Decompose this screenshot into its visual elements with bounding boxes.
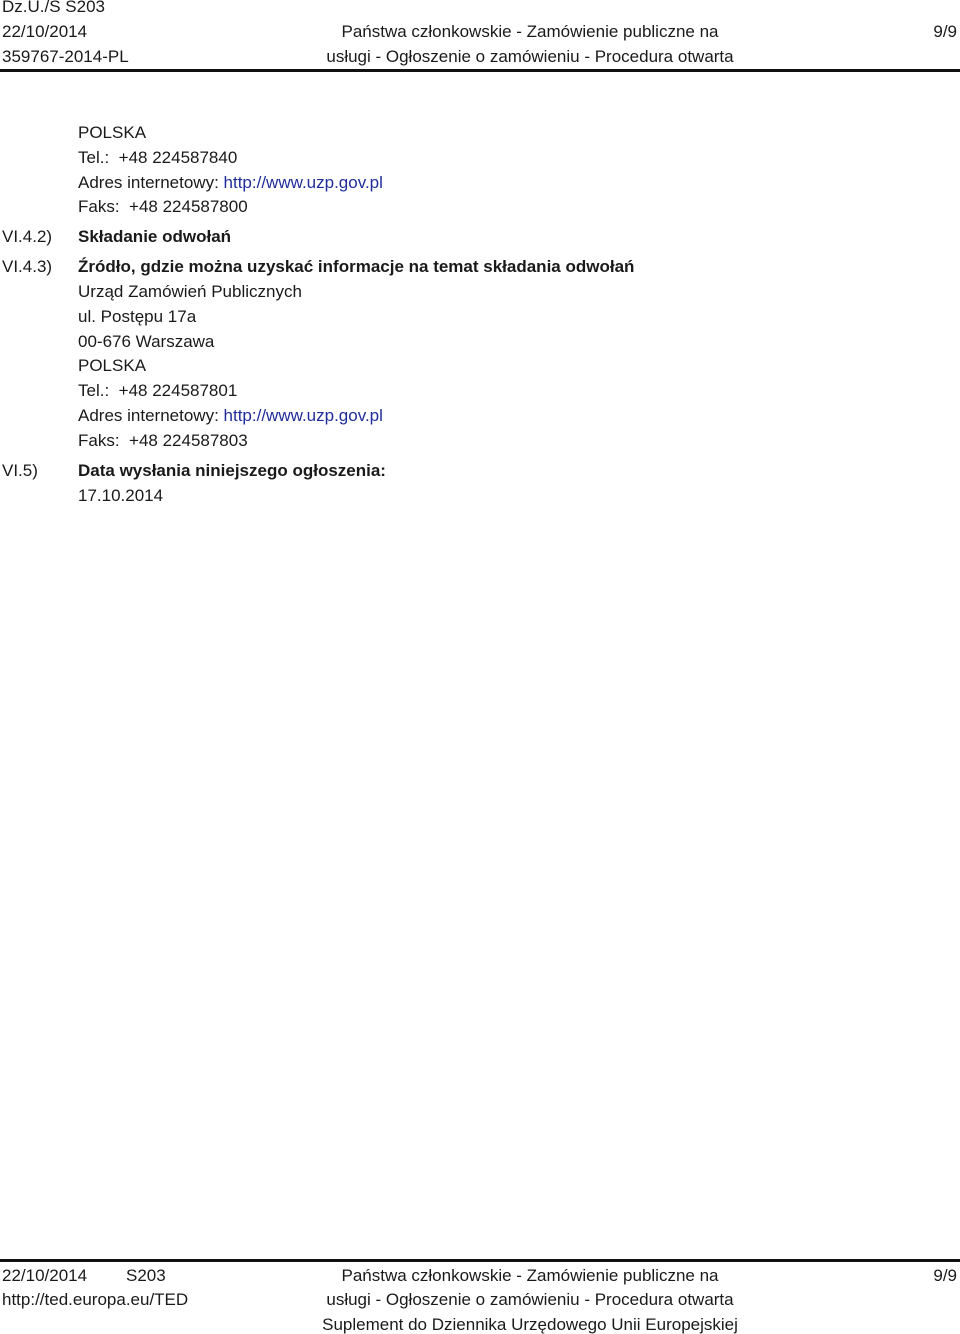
phone-label: Tel.: bbox=[78, 148, 110, 167]
header-title-line2: usługi - Ogłoszenie o zamówieniu - Procedura otwarta bbox=[326, 47, 734, 66]
postal-city: 00-676 Warszawa bbox=[78, 332, 215, 351]
country: POLSKA bbox=[78, 123, 147, 142]
dispatch-date: 17.10.2014 bbox=[78, 486, 164, 505]
fax-value: +48 224587800 bbox=[129, 197, 248, 216]
phone-label: Tel.: bbox=[78, 381, 110, 400]
section-number: VI.4.3) bbox=[2, 257, 53, 276]
footer-divider bbox=[0, 1259, 960, 1262]
section-heading: Źródło, gdzie można uzyskać informacje na temat składania odwołań bbox=[78, 257, 635, 276]
street-address: ul. Postępu 17a bbox=[78, 307, 197, 326]
fax-label: Faks: bbox=[78, 197, 120, 216]
web-label: Adres internetowy: bbox=[78, 173, 219, 192]
header-divider bbox=[0, 69, 960, 72]
web-link[interactable]: http://www.uzp.gov.pl bbox=[223, 173, 383, 192]
web-label: Adres internetowy: bbox=[78, 406, 219, 425]
header-title-line1: Państwa członkowskie - Zamówienie publiczne na bbox=[341, 22, 719, 41]
web-line bbox=[78, 174, 383, 191]
phone-value: +48 224587840 bbox=[118, 148, 238, 167]
web-line bbox=[78, 407, 383, 424]
notice-id: 359767-2014-PL bbox=[2, 47, 129, 66]
footer-title-line3: Suplement do Dziennika Urzędowego Unii Europejskiej bbox=[322, 1315, 738, 1334]
header-date: 22/10/2014 bbox=[2, 22, 88, 41]
journal-reference: Dz.U./S S203 bbox=[2, 0, 105, 16]
fax-label: Faks: bbox=[78, 431, 120, 450]
web-link[interactable]: http://www.uzp.gov.pl bbox=[223, 406, 383, 425]
section-number: VI.5) bbox=[2, 461, 38, 480]
footer-page-number: 9/9 bbox=[933, 1266, 957, 1285]
footer-title-line1: Państwa członkowskie - Zamówienie publiczne na bbox=[341, 1266, 719, 1285]
country: POLSKA bbox=[78, 356, 147, 375]
phone-value: +48 224587801 bbox=[118, 381, 238, 400]
footer-title-line2: usługi - Ogłoszenie o zamówieniu - Procedura otwarta bbox=[326, 1290, 734, 1309]
header-page-number: 9/9 bbox=[933, 22, 957, 41]
fax-value: +48 224587803 bbox=[129, 431, 248, 450]
fax-line bbox=[78, 198, 248, 215]
section-heading: Data wysłania niniejszego ogłoszenia: bbox=[78, 461, 386, 480]
footer-series: S203 bbox=[126, 1266, 166, 1285]
footer-url[interactable]: http://ted.europa.eu/TED bbox=[2, 1290, 189, 1309]
section-heading: Składanie odwołań bbox=[78, 227, 232, 246]
phone-line bbox=[78, 382, 237, 399]
section-number: VI.4.2) bbox=[2, 227, 53, 246]
fax-line bbox=[78, 432, 248, 449]
organization-name: Urząd Zamówień Publicznych bbox=[78, 282, 302, 301]
phone-line bbox=[78, 149, 237, 166]
footer-date: 22/10/2014 bbox=[2, 1266, 88, 1285]
